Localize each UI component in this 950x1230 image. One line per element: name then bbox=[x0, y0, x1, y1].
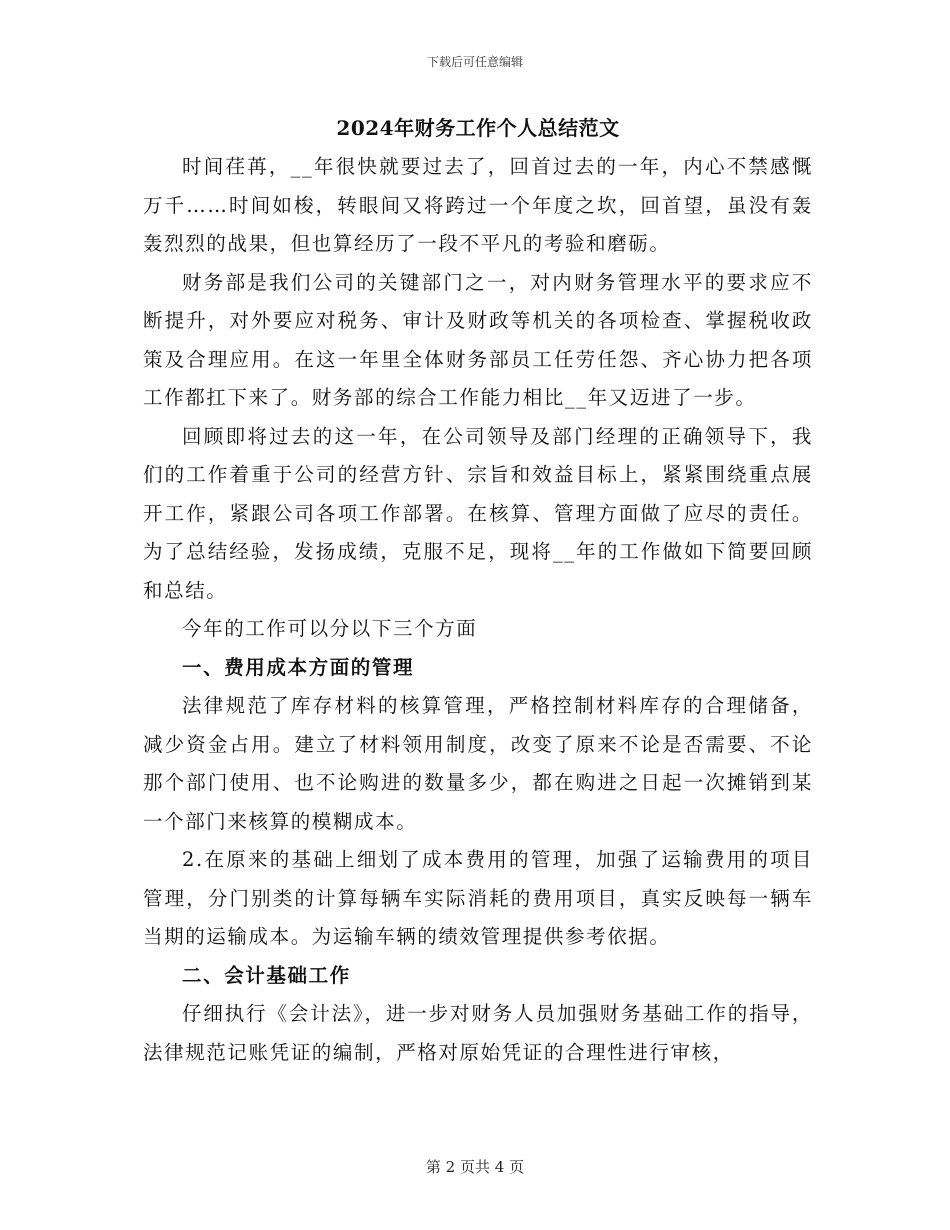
paragraph-aspects: 今年的工作可以分以下三个方面 bbox=[182, 617, 478, 640]
paragraph-inventory: 法律规范了库存材料的核算管理，严格控制材料库存的合理储备，减少资金占用。建立了材料领用制度，改变了原来不论是否需要、不论那个部门使用、也不论购进的数量多少，都在购进之日起一次摊销到某一个部门来核算的模糊成本。 bbox=[143, 694, 813, 833]
section-heading-cost-management: 一、费用成本方面的管理 bbox=[182, 655, 415, 679]
paragraph-transport-cost: 2.在原来的基础上细划了成本费用的管理，加强了运输费用的项目管理，分门别类的计算每辆车实际消耗的费用项目，真实反映每一辆车当期的运输成本。为运输车辆的绩效管理提供参考依据。 bbox=[143, 848, 813, 948]
page-header-note: 下载后可任意编辑 bbox=[426, 55, 523, 69]
paragraph-accounting-law: 仔细执行《会计法》，进一步对财务人员加强财务基础工作的指导，法律规范记账凭证的编制，严格对原始凭证的合理性进行审核， bbox=[143, 1002, 813, 1064]
paragraph-department: 财务部是我们公司的关键部门之一，对内财务管理水平的要求应不断提升，对外要应对税务、审计及财政等机关的各项检查、掌握税收政策及合理应用。在这一年里全体财务部员工任劳任怨、齐心协力把各项工作都扛下来了。财务部的综合工作能力相比__年又迈进了一步。 bbox=[143, 270, 813, 409]
document-body bbox=[143, 112, 813, 1072]
document-title: 2024年财务工作个人总结范文 bbox=[336, 116, 620, 140]
section-heading-accounting-basics: 二、会计基础工作 bbox=[182, 963, 351, 987]
paragraph-intro: 时间荏苒，__年很快就要过去了，回首过去的一年，内心不禁感慨万千……时间如梭，转眼间又将跨过一个年度之坎，回首望，虽没有轰轰烈烈的战果，但也算经历了一段不平凡的考验和磨砺。 bbox=[143, 155, 813, 255]
page-footer-number: 第 2 页共 4 页 bbox=[425, 1158, 525, 1176]
paragraph-review: 回顾即将过去的这一年，在公司领导及部门经理的正确领导下，我们的工作着重于公司的经营方针、宗旨和效益目标上，紧紧围绕重点展开工作，紧跟公司各项工作部署。在核算、管理方面做了应尽的责任。为了总结经验，发扬成绩，克服不足，现将__年的工作做如下简要回顾和总结。 bbox=[143, 424, 813, 602]
